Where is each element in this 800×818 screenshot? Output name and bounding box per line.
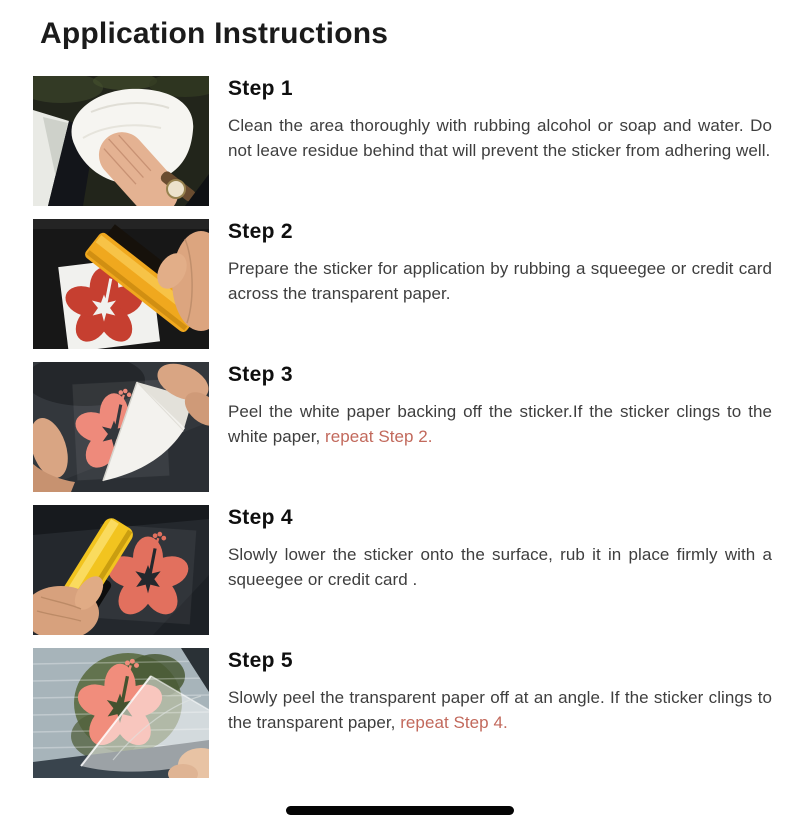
step-2-body-text: Prepare the sticker for application by rubbing a squeegee or credit card across the transparent paper. [228, 259, 772, 303]
step-5-description [228, 685, 772, 735]
step-4-section [33, 505, 772, 635]
page-title: Application Instructions [40, 17, 389, 50]
step-3-section [33, 362, 772, 492]
step-3-repeat-link[interactable]: repeat Step 2. [325, 427, 433, 446]
step-3-text [228, 362, 772, 449]
home-indicator-bar [286, 806, 514, 815]
step-4-heading: Step 4 [228, 506, 293, 529]
step-2-photo [33, 219, 209, 349]
step-2-heading: Step 2 [228, 220, 293, 243]
step-2-section [33, 219, 772, 349]
peeling-backing-illustration [33, 362, 209, 492]
step-5-section [33, 648, 772, 778]
step-1-section [33, 76, 772, 206]
step-3-heading: Step 3 [228, 363, 293, 386]
step-1-heading: Step 1 [228, 77, 293, 100]
step-5-photo [33, 648, 209, 778]
step-1-text [228, 76, 772, 163]
step-5-text [228, 648, 772, 735]
wiping-car-surface-illustration [33, 76, 209, 206]
step-4-body-text: Slowly lower the sticker onto the surface, rub it in place firmly with a squeegee or credit card . [228, 545, 772, 589]
step-2-description [228, 256, 772, 306]
squeegee-on-sticker-illustration [33, 219, 209, 349]
step-4-text [228, 505, 772, 592]
step-1-body-text: Clean the area thoroughly with rubbing alcohol or soap and water. Do not leave residue behind that will prevent the sticker from adhering well. [228, 116, 772, 160]
step-3-body-text: Peel the white paper backing off the sticker.If the sticker clings to the white paper, [228, 402, 772, 446]
step-5-repeat-link[interactable]: repeat Step 4. [400, 713, 508, 732]
step-4-description [228, 542, 772, 592]
step-5-heading: Step 5 [228, 649, 293, 672]
step-1-description [228, 113, 772, 163]
step-3-description [228, 399, 772, 449]
step-4-photo [33, 505, 209, 635]
applying-sticker-illustration [33, 505, 209, 635]
step-1-photo [33, 76, 209, 206]
peeling-transparent-paper-illustration [33, 648, 209, 778]
step-2-text [228, 219, 772, 306]
step-3-photo [33, 362, 209, 492]
step-5-body-text: Slowly peel the transparent paper off at an angle. If the sticker clings to the transparent paper, [228, 688, 772, 732]
